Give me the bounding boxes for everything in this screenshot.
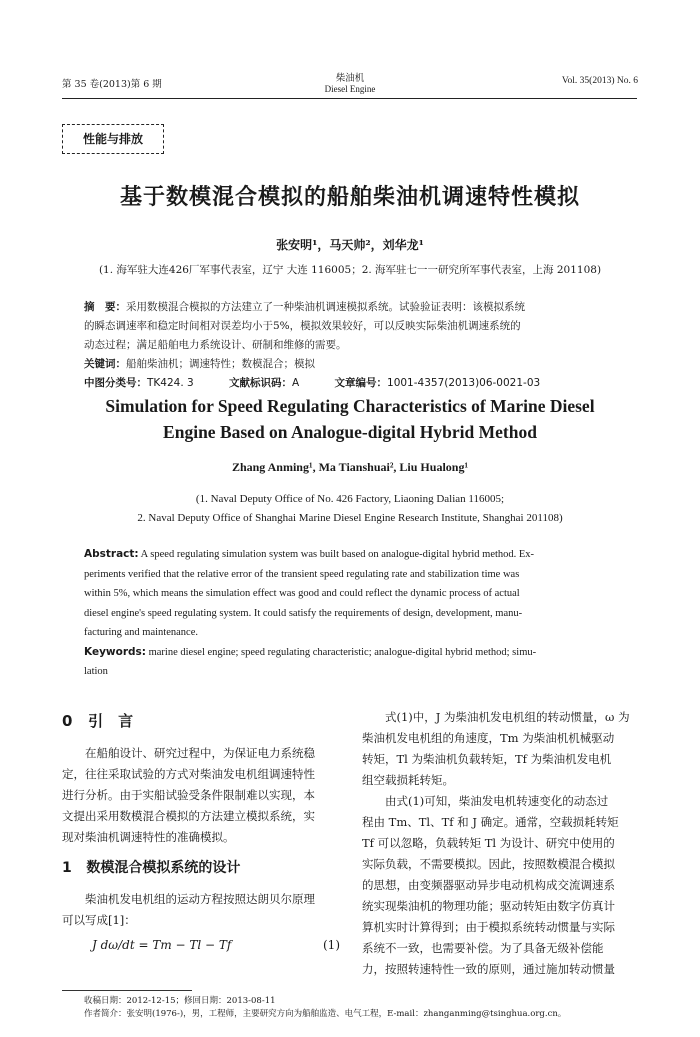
keywords-cn-label: 关键词： [84, 358, 126, 370]
text-line: 组空载损耗转矩。 [362, 773, 454, 787]
section-number: 1 [62, 860, 72, 876]
section-1-heading [62, 857, 340, 877]
text-line: 可以写成[1]： [62, 913, 136, 927]
text-line: 式(1)中，J 为柴油机发电机组的转动惯量，ω 为 [385, 710, 630, 724]
header-rule [62, 98, 637, 99]
running-header-left: 第 35 卷(2013)第 6 期 [62, 79, 162, 90]
affiliation-en-line: (1. Naval Deputy Office of No. 426 Factory, Liaoning Dalian 116005; [195, 493, 505, 505]
doc-code-label: 文献标识码： [229, 377, 293, 389]
title-en [0, 393, 700, 445]
text-line: 力，按照转速特性一致的原则，通过施加转动惯量 [362, 962, 615, 976]
column-tag: 性能与排放 [82, 132, 143, 146]
footnote-author: 作者简介：张安明(1976-)，男，工程师，主要研究方向为船舶监造、电气工程，E-mail：zhanganming@tsinghua.org.cn。 [84, 1009, 567, 1019]
section-0-heading [62, 710, 340, 731]
abstract-en-label: Abstract: [84, 548, 139, 560]
text-line: 实际负载，不需要模拟。因此，按照数模混合模拟 [362, 857, 615, 871]
article-no-label: 文章编号： [334, 377, 388, 389]
abstract-en-line: A speed regulating simulation system was built based on analogue-digital hybrid method. Ex- [140, 549, 535, 560]
text-line: 转矩，Tl 为柴油机负载转矩，Tf 为柴油机发电机 [362, 752, 612, 766]
text-line: 系统不一致，也需要补偿。为了具备无级补偿能 [362, 941, 604, 955]
text-line: 柴油机发电机组的角速度，Tm 为柴油机机械驱动 [362, 731, 615, 745]
intro-paragraph [62, 743, 340, 848]
section-title: 引 言 [88, 712, 134, 730]
equation-number: (1) [323, 938, 340, 952]
abstract-en-line: periments verified that the relative error of the transient speed regulating rate and stabilization time was [84, 568, 520, 580]
keywords-en-line: lation [84, 666, 108, 677]
authors-en: Zhang Anming¹, Ma Tianshuai², Liu Hualong¹ [231, 460, 469, 474]
abstract-en [84, 545, 624, 682]
abstract-cn-line: 的瞬态调速率和稳定时间相对误差均小于5%，模拟效果较好，可以反映实际柴油机调速系统的 [84, 320, 521, 332]
footnote [84, 995, 566, 1021]
title-cn: 基于数模混合模拟的船舶柴油机调速特性模拟 [119, 185, 580, 210]
doc-code-value: A [292, 377, 300, 389]
keywords-cn: 船舶柴油机；调速特性；数模混合；模拟 [126, 358, 315, 370]
clc-label: 中图分类号： [84, 377, 147, 389]
affiliation-en [0, 490, 700, 528]
running-header-right: Vol. 35(2013) No. 6 [561, 76, 638, 86]
text-line: 统实现柴油机的物理功能；驱动转矩由数字仿真计 [362, 899, 615, 913]
keywords-en-label: Keywords: [84, 645, 146, 658]
text-line: 文提出采用数模混合模拟的方法建立模拟系统，实 [62, 809, 315, 823]
text-line: Tf 可以忽略，负载转矩 Tl 为设计、研究中使用的 [362, 836, 615, 850]
left-column [62, 710, 340, 961]
journal-name-cn: 柴油机 [335, 73, 365, 84]
section-title: 数模混合模拟系统的设计 [86, 860, 241, 876]
affiliation-cn: (1. 海军驻大连426厂军事代表室，辽宁 大连 116005；2. 海军驻七一一研究所军事代表室，上海 201108) [98, 264, 602, 276]
abstract-cn-line: 动态过程；满足船舶电力系统设计、研制和维修的需要。 [84, 339, 347, 351]
authors-cn: 张安明¹，马天帅²，刘华龙¹ [276, 238, 424, 252]
abstract-en-line: facturing and maintenance. [84, 627, 198, 638]
title-en-line: Engine Based on Analogue-digital Hybrid Method [163, 422, 537, 442]
journal-name-en: Diesel Engine [324, 84, 376, 94]
right-column [362, 707, 638, 980]
footnote-rule [62, 990, 192, 991]
section-number: 0 [62, 712, 73, 730]
keywords-en-line: marine diesel engine; speed regulating characteristic; analogue-digital hybrid method; simu- [148, 646, 537, 658]
abstract-cn [84, 298, 624, 393]
text-line: 由式(1)可知，柴油发电机转速变化的动态过 [385, 794, 609, 808]
footnote-dates: 收稿日期：2012-12-15；修回日期：2013-08-11 [84, 996, 276, 1006]
text-line: 柴油机发电机组的运动方程按照达朗贝尔原理 [85, 892, 315, 906]
clc-value: TK424. 3 [147, 377, 194, 389]
equation-text: J dω/dt = Tm − Tl − Tf [92, 938, 232, 952]
text-line: 算机实时计算得到；由于模拟系统转动惯量与实际 [362, 920, 615, 934]
text-line: 进行分析。由于实船试验受条件限制难以实现，本 [62, 788, 315, 802]
text-line: 在船舶设计、研究过程中，为保证电力系统稳 [85, 746, 315, 760]
text-line: 的思想，由变频器驱动异步电动机构成交流调速系 [362, 878, 615, 892]
abstract-en-line: within 5%, which means the simulation effect was good and could reflect the dynamic process of actual [84, 588, 520, 599]
text-line: 现对柴油机调速特性的准确模拟。 [62, 830, 235, 844]
section-1-paragraph [62, 889, 340, 931]
article-no-value: 1001-4357(2013)06-0021-03 [387, 377, 541, 389]
text-line: 定，往往采取试验的方式对柴油发电机组调速特性 [62, 767, 315, 781]
equation-1 [62, 935, 340, 961]
column-tag-box [62, 124, 164, 154]
text-line: 程由 Tm、Tl、Tf 和 J 确定。通常，空载损耗转矩 [362, 815, 619, 829]
abstract-cn-line: 采用数模混合模拟的方法建立了一种柴油机调速模拟系统。试验验证表明：该模拟系统 [126, 301, 525, 313]
abstract-cn-label: 摘 要： [84, 301, 126, 313]
title-en-line: Simulation for Speed Regulating Characteristics of Marine Diesel [105, 396, 595, 416]
abstract-en-line: diesel engine's speed regulating system. It could satisfy the requirements of design, development, manu- [84, 607, 523, 619]
affiliation-en-line: 2. Naval Deputy Office of Shanghai Marine Diesel Engine Research Institute, Shanghai 201108) [137, 512, 563, 524]
